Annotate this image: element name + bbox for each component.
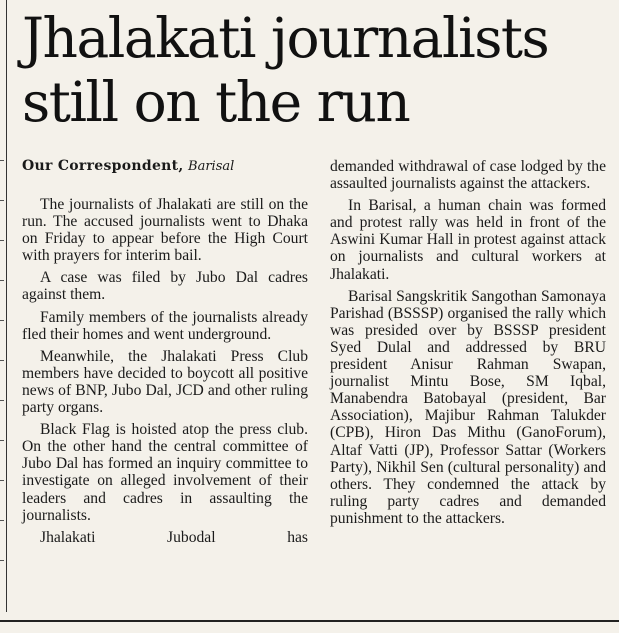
- headline-line-2: still on the run: [22, 70, 410, 134]
- headline: [22, 6, 612, 134]
- paragraph: Meanwhile, the Jhalakati Press Club members have decided to boycott all positive news of BNP, Jubo Dal, JCD and other ruling party organs.: [22, 347, 308, 417]
- byline-place: Barisal: [188, 159, 235, 174]
- article-column-1: [22, 196, 308, 551]
- paragraph: Family members of the journalists already fled their homes and went underground.: [22, 308, 308, 343]
- paragraph: Jhalakati Jubodal has: [40, 528, 308, 546]
- column-rule-left: [6, 0, 7, 612]
- byline-label: Our Correspondent,: [22, 158, 184, 174]
- bottom-rule: [0, 620, 619, 622]
- paragraph: The journalists of Jhalakati are still on the run. The accused journalists went to Dhaka on Friday to appear before the High Court with prayers for interim bail.: [22, 196, 308, 265]
- paragraph: demanded withdrawal of case lodged by the assaulted journalists against the attackers.: [330, 158, 606, 193]
- article-column-2: [330, 158, 606, 532]
- adjacent-column-edge: [0, 160, 4, 580]
- paragraph: Black Flag is hoisted atop the press club. On the other hand the central committee of Jubo Dal has formed an inquiry committee to investigate on alleged involvement of their leaders and cadres in assaulting the journalists.: [22, 421, 308, 524]
- paragraph: In Barisal, a human chain was formed and protest rally was held in front of the Aswini Kumar Hall in protest against attack on journalists and cultural workers at Jhalakati.: [330, 197, 606, 283]
- paragraph: A case was filed by Jubo Dal cadres against them.: [22, 269, 308, 304]
- paragraph: Barisal Sangskritik Sangothan Samonaya Parishad (BSSSP) organised the rally which was presided over by BSSSP president Syed Dulal and addressed by BRU president Anisur Rahman Swapan, journalist Mintu Bose, SM Iqbal, Manabendra Batobayal (president, Bar Association), Majibur Rahman Talukder (CPB), Hiron Das Mithu (GanoForum), Altaf Vatti (JP), Professor Sattar (Workers Party), Nikhil Sen (cultural personality) and others. They condemned the attack by ruling party cadres and demanded punishment to the attackers.: [330, 287, 606, 527]
- headline-line-1: Jhalakati journalists: [22, 6, 549, 70]
- byline: [22, 157, 322, 176]
